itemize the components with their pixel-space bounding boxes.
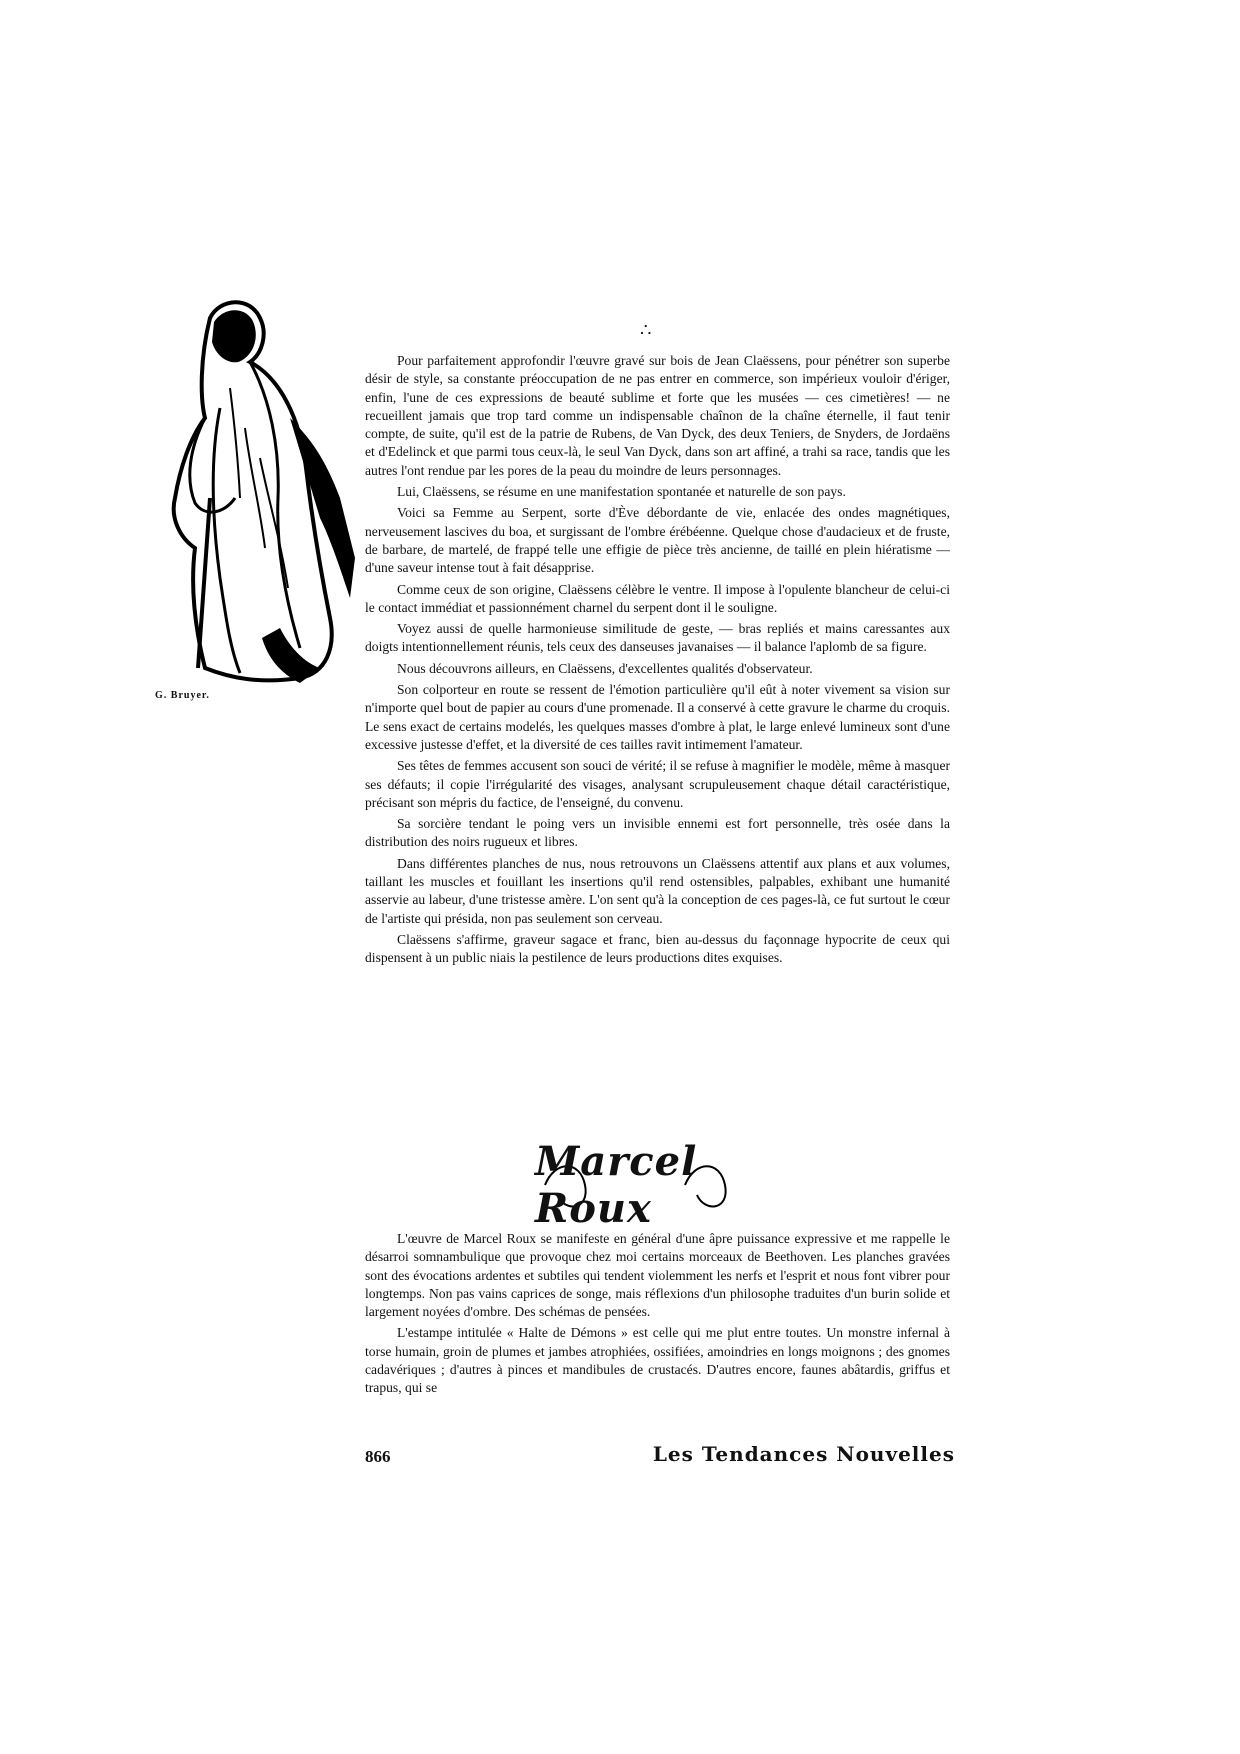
hooded-figure-woodcut	[150, 298, 360, 688]
paragraph: L'estampe intitulée « Halte de Démons » est celle qui me plut entre toutes. Un monstre infernal à torse humain, groin de plumes et jambes atrophiées, ossifiées, amoindries en longs moignons ; des gnomes cadavériques ; d'autres à pinces et mandibules de crustacés. D'autres encore, faunes abâtardis, griffus et trapus, qui se	[365, 1325, 950, 1396]
journal-title: Les Tendances Nouvelles	[652, 1442, 955, 1466]
paragraph: Voici sa Femme au Serpent, sorte d'Ève débordante de vie, enlacée des ondes magnétiques, nerveusement lascives du boa, et surgissant de l'ombre érébéenne. Quelque chose d'audacieux et de fruste, de barbare, de martelé, de frappé telle une effigie de pièce très ancienne, de taillé en plein hiératisme — d'une saveur intense tout à fait désapprise.	[365, 505, 950, 576]
paragraph: Ses têtes de femmes accusent son souci de vérité; il se refuse à magnifier le modèle, même à masquer ses défauts; il copie l'irrégularité des visages, analysant scrupuleusement chaque détail caractéristique, précisant son mépris du factice, de l'enseigné, du convenu.	[365, 758, 950, 810]
paragraph: Lui, Claëssens, se résume en une manifestation spontanée et naturelle de son pays.	[397, 484, 846, 500]
paragraph: Pour parfaitement approfondir l'œuvre gravé sur bois de Jean Claëssens, pour pénétrer son superbe désir de style, sa constante préoccupation de ne pas entrer en commerce, son impérieux vouloir d'ériger, enfin, l'une de ces expressions de beauté sublime et forte que les musées — ces cimetières! — ne recueillent jamais que trop tard comme un indispensable chaînon de la chaîne éternelle, il faut tenir compte, de suite, qu'il est de la patrie de Rubens, de Van Dyck, des deux Teniers, de Snyders, de Jordaëns et d'Edelinck et que parmi tous ceux-là, le seul Van Dyck, dans son art affiné, a trahi sa race, tandis que les autres l'ont rendue par les pores de la peau du moindre de leurs personnages.	[365, 353, 950, 478]
paragraph: Son colporteur en route se ressent de l'émotion particulière qu'il eût à noter vivement sa vision sur n'importe quel bout de papier au cours d'une promenade. Il a conservé à cette gravure le charme du croquis. Le sens exact de certains modelés, les quelques masses d'ombre à plat, le large enlevé lumineux sont d'une excessive justesse d'effet, et la diversité de ces tailles ravit intimement l'amateur.	[365, 682, 950, 752]
illustration-caption: G. Bruyer.	[155, 690, 210, 701]
section-body-claessens	[365, 352, 950, 971]
section-body-roux	[365, 1230, 950, 1401]
paragraph: L'œuvre de Marcel Roux se manifeste en général d'une âpre puissance expressive et me rappelle le désarroi somnambulique que provoque chez moi certains morceaux de Beethoven. Les planches gravées sont des évocations ardentes et subtiles qui tendent violemment les nerfs et l'esprit et nous font vibrer pour longtemps. Non pas vains caprices de songe, mais réflexions d'un philosophe traduites d'un burin solide et largement noyées d'ombre. Des schémas de pensées.	[365, 1231, 950, 1320]
paragraph: Nous découvrons ailleurs, en Claëssens, d'excellentes qualités d'observateur.	[397, 660, 813, 676]
paragraph: Voyez aussi de quelle harmonieuse similitude de geste, — bras repliés et mains caressantes aux doigts intentionnellement réunis, tels ceux des danseuses javanaises — il balance l'aplomb de sa figure.	[365, 621, 950, 655]
paragraph: Claëssens s'affirme, graveur sagace et franc, bien au-dessus du façonnage hypocrite de ceux qui dispensent à un public niais la pestilence de leurs productions dites exquises.	[365, 931, 950, 966]
section-ornament: ∴	[640, 320, 652, 341]
page-number: 866	[365, 1447, 391, 1466]
section-heading-ornate	[535, 1138, 815, 1232]
paragraph: Sa sorcière tendant le poing vers un invisible ennemi est fort personnelle, très osée dans la distribution des noirs rugueux et libres.	[365, 816, 950, 850]
paragraph: Comme ceux de son origine, Claëssens célèbre le ventre. Il impose à l'opulente blancheur de celui-ci le contact immédiat et passionnément charnel du serpent dont il le souligne.	[365, 581, 950, 615]
figure-drawing-icon	[150, 298, 360, 688]
section-heading: Marcel Roux	[535, 1138, 698, 1232]
paragraph: Dans différentes planches de nus, nous retrouvons un Claëssens attentif aux plans et aux volumes, taillant les muscles et fouillant les insertions qu'il rend ostensibles, palpables, exhibant une humanité asservie au labeur, d'une tristesse amère. L'on sent qu'à la conception de ces pages-là, ce fut surtout le cœur de l'artiste qui présida, non pas seulement son cerveau.	[365, 855, 950, 926]
